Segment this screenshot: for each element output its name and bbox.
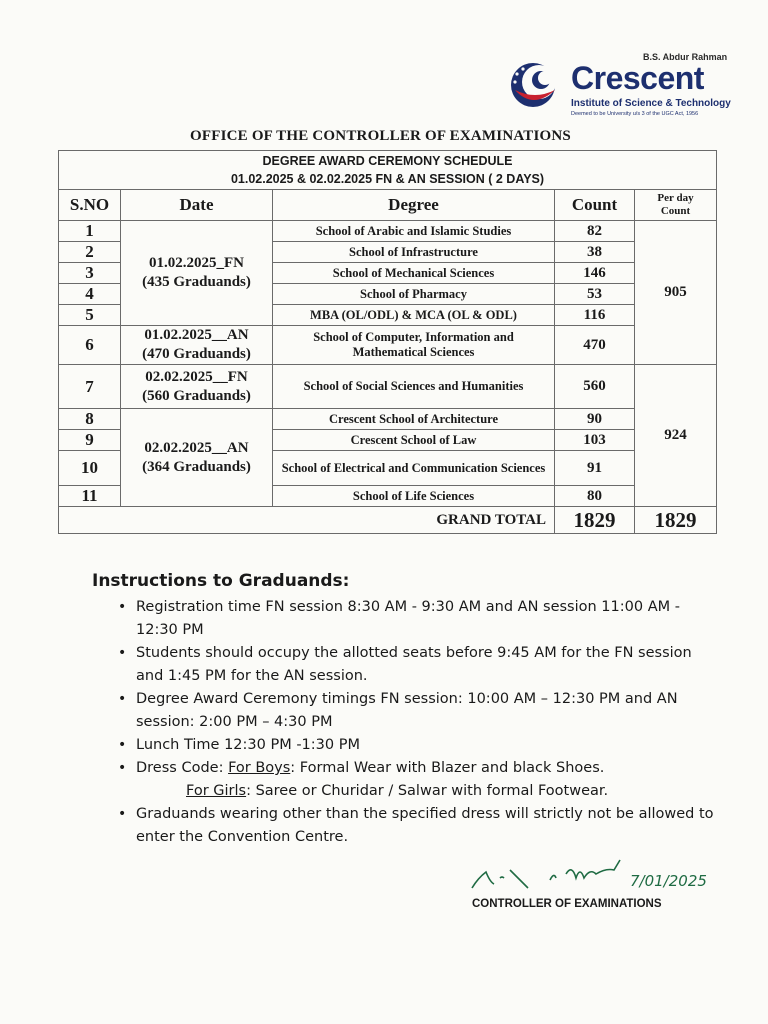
boys-text: : Formal Wear with Blazer and black Shoes. — [290, 760, 605, 776]
sno-cell: 1 — [59, 221, 121, 242]
degree-cell: MBA (OL/ODL) & MCA (OL & ODL) — [273, 305, 555, 326]
date-cell-2 — [121, 326, 273, 365]
instructions-title: Instructions to Graduands: — [92, 571, 350, 591]
sno-cell: 10 — [59, 451, 121, 486]
sno-cell: 3 — [59, 263, 121, 284]
header-degree: Degree — [273, 190, 555, 221]
schedule-title-row — [59, 151, 717, 190]
count-cell: 82 — [555, 221, 635, 242]
date-line: 02.02.2025__FN — [145, 368, 248, 385]
count-cell: 53 — [555, 284, 635, 305]
date-graduands: (470 Graduands) — [142, 346, 251, 362]
table-row — [59, 409, 717, 430]
schedule-title: DEGREE AWARD CEREMONY SCHEDULE — [262, 154, 513, 168]
logo-top-text: B.S. Abdur Rahman — [643, 52, 728, 62]
signature — [470, 850, 730, 900]
sno-cell: 9 — [59, 430, 121, 451]
controller-label: CONTROLLER OF EXAMINATIONS — [472, 898, 662, 910]
degree-cell: School of Social Sciences and Humanities — [273, 365, 555, 409]
office-heading: OFFICE OF THE CONTROLLER OF EXAMINATIONS — [190, 128, 571, 144]
date-cell-1 — [121, 221, 273, 326]
schedule-table — [58, 150, 717, 534]
girls-label: For Girls — [186, 783, 247, 799]
list-item-dress-girls — [118, 780, 718, 803]
institute-logo — [505, 52, 745, 122]
grand-total-row — [59, 507, 717, 534]
sno-cell: 8 — [59, 409, 121, 430]
degree-cell: Crescent School of Architecture — [273, 409, 555, 430]
list-item: • Graduands wearing other than the specified dress will strictly not be allowed to enter the Convention Centre. — [118, 803, 718, 849]
dress-code-prefix: Dress Code: — [136, 760, 229, 776]
count-cell: 116 — [555, 305, 635, 326]
schedule-dates: 01.02.2025 & 02.02.2025 FN & AN SESSION ( 2 DAYS) — [230, 172, 545, 186]
logo-name: Crescent — [571, 60, 704, 96]
count-cell: 90 — [555, 409, 635, 430]
grand-total-count: 1829 — [555, 507, 635, 534]
count-cell: 91 — [555, 451, 635, 486]
table-row — [59, 326, 717, 365]
header-perday-line2: Count — [660, 205, 691, 217]
table-row — [59, 221, 717, 242]
logo-tagline: Deemed to be University u/s 3 of the UGC Act, 1956 — [571, 111, 699, 117]
perday-count-day1: 905 — [635, 221, 717, 365]
list-item: • Degree Award Ceremony timings FN session: 10:00 AM – 12:30 PM and AN session: 2:00 PM – 4:30 PM — [118, 688, 718, 734]
crescent-emblem-icon — [505, 60, 565, 108]
instructions-list — [118, 596, 718, 849]
grand-total-label: GRAND TOTAL — [59, 507, 555, 534]
count-cell: 80 — [555, 486, 635, 507]
degree-cell: School of Pharmacy — [273, 284, 555, 305]
header-perday-line1: Per day — [657, 192, 694, 204]
sno-cell: 11 — [59, 486, 121, 507]
date-line: 01.02.2025_FN — [149, 255, 244, 271]
count-cell: 103 — [555, 430, 635, 451]
header-count: Count — [555, 190, 635, 221]
grand-total-perday: 1829 — [635, 507, 717, 534]
count-cell: 560 — [555, 365, 635, 409]
sno-cell: 5 — [59, 305, 121, 326]
header-perday — [635, 190, 717, 221]
degree-cell: School of Life Sciences — [273, 486, 555, 507]
date-line: 02.02.2025__AN — [144, 439, 249, 456]
perday-count-day2: 924 — [635, 365, 717, 507]
logo-subtitle: Institute of Science & Technology — [571, 98, 731, 109]
date-graduands: (435 Graduands) — [142, 274, 251, 290]
header-date: Date — [121, 190, 273, 221]
sno-cell: 2 — [59, 242, 121, 263]
list-item: • Students should occupy the allotted seats before 9:45 AM for the FN session and 1:45 PM for the AN session. — [118, 642, 718, 688]
date-graduands: (364 Graduands) — [142, 458, 251, 475]
count-cell: 146 — [555, 263, 635, 284]
date-cell-4 — [121, 409, 273, 507]
date-line: 01.02.2025__AN — [144, 327, 249, 343]
degree-cell: School of Electrical and Communication Sciences — [273, 451, 555, 486]
signature-date: 7/01/2025 — [630, 872, 707, 890]
degree-cell: Crescent School of Law — [273, 430, 555, 451]
list-item-dress-boys — [118, 757, 718, 780]
table-row — [59, 365, 717, 409]
degree-cell: School of Infrastructure — [273, 242, 555, 263]
boys-label: For Boys — [228, 760, 291, 776]
date-graduands: (560 Graduands) — [142, 387, 251, 404]
degree-cell: School of Computer, Information and Mathematical Sciences — [273, 326, 555, 365]
list-item: • Registration time FN session 8:30 AM - 9:30 AM and AN session 11:00 AM - 12:30 PM — [118, 596, 718, 642]
list-item: • Lunch Time 12:30 PM -1:30 PM — [118, 734, 718, 757]
date-cell-3 — [121, 365, 273, 409]
sno-cell: 4 — [59, 284, 121, 305]
header-row — [59, 190, 717, 221]
count-cell: 38 — [555, 242, 635, 263]
girls-text: : Saree or Churidar / Salwar with formal Footwear. — [246, 783, 609, 799]
sno-cell: 6 — [59, 326, 121, 365]
count-cell: 470 — [555, 326, 635, 365]
sno-cell: 7 — [59, 365, 121, 409]
degree-cell: School of Arabic and Islamic Studies — [273, 221, 555, 242]
header-sno: S.NO — [59, 190, 121, 221]
degree-cell: School of Mechanical Sciences — [273, 263, 555, 284]
